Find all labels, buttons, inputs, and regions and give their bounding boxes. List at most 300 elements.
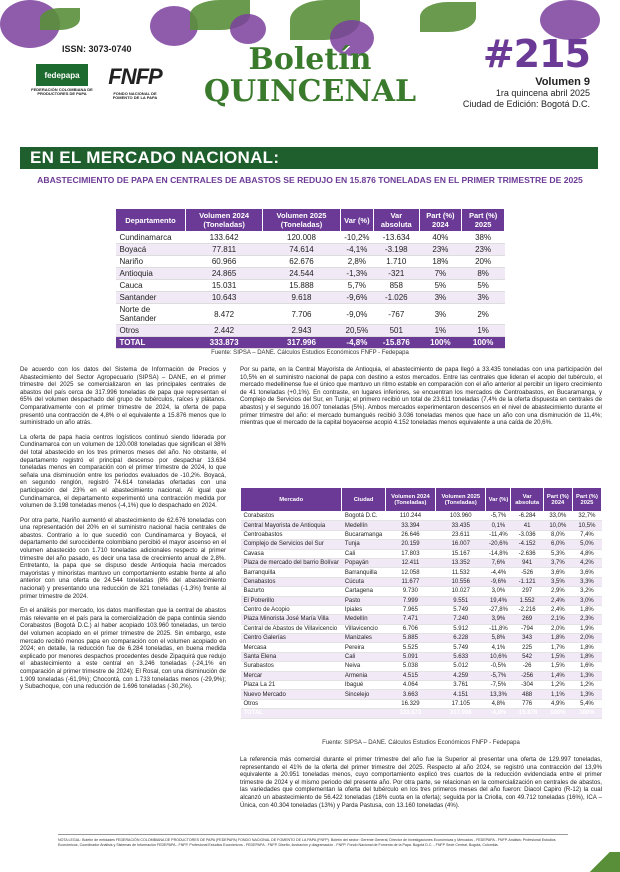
table-cell: Cauca bbox=[116, 280, 186, 292]
table-cell: 3,6% bbox=[572, 568, 601, 577]
table-cell: 10.027 bbox=[436, 587, 486, 596]
table-cell: 6.228 bbox=[436, 634, 486, 643]
column-header: Volumen 2024 (Toneladas) bbox=[185, 209, 262, 232]
total-cell: 100% bbox=[419, 337, 462, 349]
table-cell: -9,0% bbox=[340, 304, 373, 325]
table-cell: 38% bbox=[462, 232, 505, 244]
table-cell: 3,5% bbox=[543, 577, 572, 586]
table-cell: 40% bbox=[419, 232, 462, 244]
table-cell: Medellín bbox=[342, 521, 385, 530]
table-row bbox=[116, 292, 505, 304]
table-cell: Cartagena bbox=[342, 587, 385, 596]
table-cell: Centro de Acopio bbox=[241, 605, 342, 614]
title-line1: Boletín bbox=[248, 42, 372, 77]
column-header: Departamento bbox=[116, 209, 186, 232]
table-cell: Corabastos bbox=[241, 512, 342, 521]
table-cell: 1% bbox=[462, 325, 505, 337]
table-cell: 1,4% bbox=[543, 671, 572, 680]
table-cell: 24.865 bbox=[185, 268, 262, 280]
table-cell: Plaza La 21 bbox=[241, 681, 342, 690]
table-cell: 3,2% bbox=[572, 587, 601, 596]
table-cell: 60.966 bbox=[185, 256, 262, 268]
table-cell: 1,5% bbox=[543, 662, 572, 671]
table-cell: Sincelejo bbox=[342, 690, 385, 699]
table-cell: 3,0% bbox=[572, 596, 601, 605]
table-cell: 2,3% bbox=[572, 615, 601, 624]
table-cell: Otros bbox=[241, 699, 342, 708]
table-cell: 4.151 bbox=[436, 690, 486, 699]
table-cell: Nariño bbox=[116, 256, 186, 268]
table-cell: -10,2% bbox=[340, 232, 373, 244]
table-cell: 33.394 bbox=[385, 521, 435, 530]
table-cell: -26 bbox=[511, 662, 543, 671]
table-cell: 2% bbox=[462, 304, 505, 325]
table-cell: Boyacá bbox=[116, 244, 186, 256]
table-cell: 4.259 bbox=[436, 671, 486, 680]
column-header: Mercado bbox=[241, 488, 342, 512]
fnfp-logo bbox=[105, 64, 165, 104]
table-cell: -13.634 bbox=[374, 232, 419, 244]
table-cell: 18% bbox=[419, 256, 462, 268]
table-cell: 1,8% bbox=[572, 605, 601, 614]
table-cell: 12.411 bbox=[385, 558, 435, 567]
table-cell: 343 bbox=[511, 634, 543, 643]
table-cell: 26.646 bbox=[385, 530, 435, 539]
column-header: Volumen 2025 (Toneladas) bbox=[436, 488, 486, 512]
fedepapa-logo-mark: fedepapa bbox=[36, 64, 88, 86]
table-cell: Medellín bbox=[342, 615, 385, 624]
table-cell: 2,0% bbox=[572, 634, 601, 643]
table-cell: 5,0% bbox=[572, 540, 601, 549]
table-cell: Central Mayorista de Antioquia bbox=[241, 521, 342, 530]
total-row bbox=[116, 337, 505, 349]
table-cell: 15.167 bbox=[436, 549, 486, 558]
table-cell: 3% bbox=[419, 304, 462, 325]
total-cell: 317.996 bbox=[263, 337, 340, 349]
table-cell: 297 bbox=[511, 587, 543, 596]
table-row bbox=[241, 681, 602, 690]
table-cell: 3,0% bbox=[486, 587, 511, 596]
table-cell: -3.036 bbox=[511, 530, 543, 539]
table-cell: 74.614 bbox=[263, 244, 340, 256]
total-row bbox=[241, 709, 602, 718]
table-cell: -9,6% bbox=[340, 292, 373, 304]
bulletin-title bbox=[200, 44, 420, 120]
table-cell: 3% bbox=[462, 292, 505, 304]
table-cell: Bucaramanga bbox=[342, 530, 385, 539]
total-cell: 333.873 bbox=[185, 337, 262, 349]
table-cell: 120.008 bbox=[263, 232, 340, 244]
column-header: Var absoluta bbox=[374, 209, 419, 232]
table-row bbox=[241, 634, 602, 643]
table-cell: -1.121 bbox=[511, 577, 543, 586]
table-cell: 3,9% bbox=[486, 615, 511, 624]
total-cell: 333.873 bbox=[385, 709, 435, 718]
total-cell: 100% bbox=[572, 709, 601, 718]
table-cell: Pereira bbox=[342, 643, 385, 652]
table-cell: 10,0% bbox=[543, 521, 572, 530]
table-cell: 4,8% bbox=[486, 699, 511, 708]
fnfp-logo-mark: FNFP bbox=[108, 64, 162, 89]
table-row bbox=[241, 690, 602, 699]
paragraph: La referencia más comercial durante el primer trimestre del año fue la Superior al presentar una oferta de 129.997 toneladas, representando el 41% de la oferta del primer trimestre del 2025. Respecto al año 2024, se registró una contracción del 13,9% equivalente a 20.951 toneladas menos, cuyo comportamiento explicó tres cuartos de la reducción evidenciada entre el primer trimestre de 2024 y el mismo periodo del presente año. Por otra parte, se relacionan en la comercialización en centrales de abastos, las variedades que complementan la oferta del tubérculo en los tres primeros meses del año fueron: Diacol Capiro (R-12) la cual alcanzó un abastecimiento de 56.422 toneladas (18% cuota en la oferta); seguida por la Criolla, con 49.712 toneladas (16%), ICA – Única, con 40.304 toneladas (13%) y Parda Pastusa, con 13.160 toneladas (4%). bbox=[240, 756, 602, 809]
table2-source: Fuente: SIPSA – DANE. Cálculos Estudios Económicos FNFP - Fedepapa bbox=[322, 740, 520, 746]
table-row bbox=[116, 280, 505, 292]
table-cell: 17.803 bbox=[385, 549, 435, 558]
table-cell: 776 bbox=[511, 699, 543, 708]
total-cell: -15.876 bbox=[511, 709, 543, 718]
table-cell: Cundinamarca bbox=[116, 232, 186, 244]
paragraph: Por otra parte, Nariño aumentó el abastecimiento de 62.676 toneladas con una representación del 20% en el suministro nacional hacia centrales de abastos. Contrario a lo que sucedió con Cundinamarca y Boyacá, el departamento del suroccidente colombiano percibió el mayor ascenso en el volumen abastecido con 1.710 toneladas adicionales respecto al primer trimestre del año pasado, es decir una tasa de crecimiento anual de 2,8%. Entretanto, la papa que se dispuso desde Antioquia hacia mercados mayoristas y minoristas mantuvo un comportamiento estable frente al año anterior con una oferta de 24.544 toneladas (8% del abastecimiento nacional) y presentando una reducción de 321 toneladas (-1,3%) frente al primer trimestre de 2024. bbox=[20, 516, 226, 600]
table-cell: 4.515 bbox=[385, 671, 435, 680]
table-cell: 1,6% bbox=[572, 662, 601, 671]
market-table bbox=[240, 487, 602, 719]
table-cell: 23% bbox=[419, 244, 462, 256]
table-cell: -321 bbox=[374, 268, 419, 280]
flower-decoration-icon bbox=[230, 14, 266, 44]
table-cell: 2,9% bbox=[543, 587, 572, 596]
total-cell: -15.876 bbox=[374, 337, 419, 349]
table-cell: 2,8% bbox=[340, 256, 373, 268]
total-cell: TOTAL bbox=[241, 709, 342, 718]
table-cell: Complejo de Servicios del Sur bbox=[241, 540, 342, 549]
table-cell: 1.552 bbox=[511, 596, 543, 605]
table-cell bbox=[342, 699, 385, 708]
table-row bbox=[241, 643, 602, 652]
table-cell: 10.643 bbox=[185, 292, 262, 304]
table-cell: 41 bbox=[511, 521, 543, 530]
table-cell: 5.749 bbox=[436, 605, 486, 614]
table-cell: Cúcuta bbox=[342, 577, 385, 586]
table-cell: 13.352 bbox=[436, 558, 486, 567]
table-cell: 1,9% bbox=[572, 624, 601, 633]
table-cell: -2.636 bbox=[511, 549, 543, 558]
table-cell: Neiva bbox=[342, 662, 385, 671]
table-cell: 33,0% bbox=[543, 512, 572, 521]
table-cell: -256 bbox=[511, 671, 543, 680]
table-cell: 4,8% bbox=[572, 549, 601, 558]
table-cell: Plaza Minorista José María Villa bbox=[241, 615, 342, 624]
table-row bbox=[241, 530, 602, 539]
table-cell: 1,8% bbox=[572, 652, 601, 661]
table-cell: Ipiales bbox=[342, 605, 385, 614]
table-row bbox=[241, 540, 602, 549]
table-row bbox=[241, 512, 602, 521]
table-cell: 3,6% bbox=[543, 568, 572, 577]
table-row bbox=[116, 256, 505, 268]
table-cell: 7,6% bbox=[486, 558, 511, 567]
table-cell: 133.642 bbox=[185, 232, 262, 244]
table-row bbox=[116, 244, 505, 256]
period: 1ra quincena abril 2025 bbox=[495, 88, 590, 98]
table-cell: -3.198 bbox=[374, 244, 419, 256]
table-cell: 5.912 bbox=[436, 624, 486, 633]
table-cell: 16.007 bbox=[436, 540, 486, 549]
table-cell: 225 bbox=[511, 643, 543, 652]
table-cell: Mercar bbox=[241, 671, 342, 680]
fedepapa-logo-sub: FEDERACIÓN COLOMBIANA DE PRODUCTORES DE PAPA bbox=[31, 87, 93, 97]
table-cell: 0,1% bbox=[486, 521, 511, 530]
table-cell: -4.152 bbox=[511, 540, 543, 549]
table-cell: 4.064 bbox=[385, 681, 435, 690]
table-cell: Villavicencio bbox=[342, 624, 385, 633]
total-cell: -4,8% bbox=[486, 709, 511, 718]
total-cell: -4,8% bbox=[340, 337, 373, 349]
table-cell: Mercasa bbox=[241, 643, 342, 652]
table-cell: Bazurto bbox=[241, 587, 342, 596]
table-cell: Armenia bbox=[342, 671, 385, 680]
table-cell: 15.888 bbox=[263, 280, 340, 292]
table-cell: 4,9% bbox=[543, 699, 572, 708]
table-cell: 20.159 bbox=[385, 540, 435, 549]
table-cell: -7,5% bbox=[486, 681, 511, 690]
table-row bbox=[241, 521, 602, 530]
table-cell: 10,5% bbox=[572, 521, 601, 530]
table-cell: 8.472 bbox=[185, 304, 262, 325]
table-cell: 1,2% bbox=[572, 681, 601, 690]
table-cell: 103.960 bbox=[436, 512, 486, 521]
column-header: Part (%) 2024 bbox=[419, 209, 462, 232]
table-cell: 6.706 bbox=[385, 624, 435, 633]
table-row bbox=[241, 596, 602, 605]
table-cell: -0,5% bbox=[486, 662, 511, 671]
total-cell: 100% bbox=[462, 337, 505, 349]
table-row bbox=[241, 558, 602, 567]
table-cell: 269 bbox=[511, 615, 543, 624]
table-cell: -27,8% bbox=[486, 605, 511, 614]
table-cell: 7.240 bbox=[436, 615, 486, 624]
table-cell: 10.556 bbox=[436, 577, 486, 586]
table-cell: 2,1% bbox=[543, 615, 572, 624]
table-cell: 5.749 bbox=[436, 643, 486, 652]
table-cell: Central de Abastos de Villavicencio bbox=[241, 624, 342, 633]
table-cell: -1,3% bbox=[340, 268, 373, 280]
column-header: Part (%) 2025 bbox=[572, 488, 601, 512]
table-row bbox=[241, 615, 602, 624]
table-cell: 858 bbox=[374, 280, 419, 292]
section-banner: EN EL MERCADO NACIONAL: bbox=[20, 147, 598, 169]
total-cell bbox=[342, 709, 385, 718]
table-cell: 20,5% bbox=[340, 325, 373, 337]
paragraph: De acuerdo con los datos del Sistema de Información de Precios y Abastecimiento del Sector Agropecuario (SIPSA) – DANE, en el primer trimestre del 2025 se comercializaron en las principales centrales de abastos del país cerca de 317.996 toneladas de papa que representan el 65% del volumen despachado del grupo de tubérculos, raíces y plátanos. Comparativamente con el primer trimestre de 2024, la oferta de papa presentó una contracción de 4,8% o el equivalente a 15.876 menos que lo suministrado un año atrás. bbox=[20, 366, 226, 427]
table-row bbox=[241, 662, 602, 671]
table-cell: 8,0% bbox=[543, 530, 572, 539]
table-row bbox=[241, 652, 602, 661]
table-cell: -4,4% bbox=[486, 568, 511, 577]
table-cell: Tunja bbox=[342, 540, 385, 549]
table-cell: -4,1% bbox=[340, 244, 373, 256]
legal-note: NOTA LEGAL: Boletín de entidades FEDERACIÓN COLOMBIANA DE PRODUCTORES DE PAPA (FEDEPAPA) FONDO NACIONAL DE FOMENTO DE LA PAPA (FNFP). Boletín del sector: Gerente General, Director de Investigaciones Económicas y Mercados - FEDEPAPA - FNFP. Análisis: Profesional Estudios Económicos, Coordinador Análisis y Sistemas de Información FEDEPAPA - FNFP. Profesional Estudios Económicos - FEDEPAPA - FNFP. Diseño, ilustración y diagramación - FNFP. Fondo Nacional de Fomento de la Papa. Bogotá D.C. - FNFP Sede Central, Bogotá, Colombia. bbox=[58, 834, 568, 847]
table-cell: Otros bbox=[116, 325, 186, 337]
table-cell: Bogotá D.C. bbox=[342, 512, 385, 521]
table-cell: 7% bbox=[419, 268, 462, 280]
table-cell: 2,4% bbox=[543, 596, 572, 605]
table-cell: 7.706 bbox=[263, 304, 340, 325]
fnfp-logo-sub: FONDO NACIONAL DE FOMENTO DE LA PAPA bbox=[112, 91, 158, 101]
table-cell: 542 bbox=[511, 652, 543, 661]
table-cell: 1.710 bbox=[374, 256, 419, 268]
table-cell: 7,4% bbox=[572, 530, 601, 539]
table-cell: 15.031 bbox=[185, 280, 262, 292]
column-header: Part (%) 2025 bbox=[462, 209, 505, 232]
right-bottom-text bbox=[240, 756, 602, 816]
table-cell: -14,8% bbox=[486, 549, 511, 558]
table-cell: 5.633 bbox=[436, 652, 486, 661]
table-cell: Cenabastos bbox=[241, 577, 342, 586]
table-cell: 9.730 bbox=[385, 587, 435, 596]
table-cell: 24.544 bbox=[263, 268, 340, 280]
edition-city: Ciudad de Edición: Bogotá D.C. bbox=[462, 99, 590, 109]
table-cell: 17.105 bbox=[436, 699, 486, 708]
table-cell: 6,0% bbox=[543, 540, 572, 549]
table-cell: 1,7% bbox=[543, 643, 572, 652]
table-row bbox=[241, 671, 602, 680]
table-cell: 5.885 bbox=[385, 634, 435, 643]
table-cell: El Potrerillo bbox=[241, 596, 342, 605]
table-cell: 5.038 bbox=[385, 662, 435, 671]
table-cell: -20,6% bbox=[486, 540, 511, 549]
total-cell: 100% bbox=[543, 709, 572, 718]
table-cell: -794 bbox=[511, 624, 543, 633]
table-cell: 77.811 bbox=[185, 244, 262, 256]
leaf-decoration-icon bbox=[40, 8, 80, 30]
table-cell: Manizales bbox=[342, 634, 385, 643]
table-cell: 2,4% bbox=[543, 605, 572, 614]
table-cell: Surabastos bbox=[241, 662, 342, 671]
table-cell: 1,8% bbox=[572, 643, 601, 652]
table-cell: 488 bbox=[511, 690, 543, 699]
table-cell: 941 bbox=[511, 558, 543, 567]
table-cell: 32,7% bbox=[572, 512, 601, 521]
table-cell: 1,2% bbox=[543, 681, 572, 690]
table-cell: 4,1% bbox=[486, 643, 511, 652]
table-cell: 2,0% bbox=[543, 624, 572, 633]
title-line2: QUINCENAL bbox=[203, 74, 417, 109]
table-cell: 110.244 bbox=[385, 512, 435, 521]
table-row bbox=[116, 268, 505, 280]
table-cell: 1,5% bbox=[543, 652, 572, 661]
table-cell: 23% bbox=[462, 244, 505, 256]
table1-source: Fuente: SIPSA – DANE. Cálculos Estudios Económicos FNFP - Fedepapa bbox=[211, 350, 409, 356]
volume: Volumen 9 bbox=[535, 76, 590, 88]
table-cell: 13,3% bbox=[486, 690, 511, 699]
table-cell: -5,7% bbox=[486, 671, 511, 680]
table-cell: Nuevo Mercado bbox=[241, 690, 342, 699]
table-cell: 7.999 bbox=[385, 596, 435, 605]
table-cell: Barranquilla bbox=[342, 568, 385, 577]
table-cell: 501 bbox=[374, 325, 419, 337]
column-header: Volumen 2024 (Toneladas) bbox=[385, 488, 435, 512]
table-cell: 19,4% bbox=[486, 596, 511, 605]
table-row bbox=[116, 304, 505, 325]
table-cell: -9,6% bbox=[486, 577, 511, 586]
table-cell: 5.012 bbox=[436, 662, 486, 671]
total-cell: TOTAL bbox=[116, 337, 186, 349]
table-cell: 1,8% bbox=[543, 634, 572, 643]
column-header: Var (%) bbox=[340, 209, 373, 232]
table-cell: 5,3% bbox=[543, 549, 572, 558]
table-cell: Plaza de mercado del barrio Bolívar bbox=[241, 558, 342, 567]
left-column bbox=[20, 366, 226, 698]
issn: ISSN: 3073-0740 bbox=[62, 44, 132, 54]
table-cell: 3% bbox=[419, 292, 462, 304]
table-cell: Cali bbox=[342, 652, 385, 661]
table-row bbox=[241, 568, 602, 577]
table-cell: 10,6% bbox=[486, 652, 511, 661]
table-cell: 9.551 bbox=[436, 596, 486, 605]
table-cell: Antioquia bbox=[116, 268, 186, 280]
table-cell: -11,4% bbox=[486, 530, 511, 539]
table-cell: 2.442 bbox=[185, 325, 262, 337]
table-cell: 1,3% bbox=[572, 690, 601, 699]
table-row bbox=[241, 587, 602, 596]
column-header: Ciudad bbox=[342, 488, 385, 512]
table-cell: 5% bbox=[462, 280, 505, 292]
table-cell: 5,4% bbox=[572, 699, 601, 708]
issue-number: #215 bbox=[482, 32, 590, 76]
column-header: Var absoluta bbox=[511, 488, 543, 512]
table-cell: 3.663 bbox=[385, 690, 435, 699]
table-cell: 1% bbox=[419, 325, 462, 337]
table-row bbox=[241, 699, 602, 708]
column-header: Part (%) 2024 bbox=[543, 488, 572, 512]
table-cell: 7.471 bbox=[385, 615, 435, 624]
table-cell: 7.965 bbox=[385, 605, 435, 614]
table-cell: -767 bbox=[374, 304, 419, 325]
table-cell: 5,7% bbox=[340, 280, 373, 292]
table-cell: Cavasa bbox=[241, 549, 342, 558]
table-cell: -5,7% bbox=[486, 512, 511, 521]
department-table bbox=[115, 208, 505, 349]
table-cell: Pasto bbox=[342, 596, 385, 605]
table-cell: 3,7% bbox=[543, 558, 572, 567]
table-cell: 20% bbox=[462, 256, 505, 268]
leaf-decoration-icon bbox=[420, 2, 476, 32]
header bbox=[0, 0, 620, 140]
table-cell: 4,2% bbox=[572, 558, 601, 567]
article-headline: ABASTECIMIENTO DE PAPA EN CENTRALES DE ABASTOS SE REDUJO EN 15.876 TONELADAS EN EL PRIMER TRIMESTRE DE 2025 bbox=[37, 175, 583, 185]
table-cell: 9.618 bbox=[263, 292, 340, 304]
table-cell: -526 bbox=[511, 568, 543, 577]
table-cell: 11.532 bbox=[436, 568, 486, 577]
table-cell: Ibagué bbox=[342, 681, 385, 690]
table-cell: Barranquilla bbox=[241, 568, 342, 577]
corner-decoration bbox=[580, 852, 620, 872]
table-cell: 1,1% bbox=[543, 690, 572, 699]
table-cell: Santa Elena bbox=[241, 652, 342, 661]
table-cell: Cali bbox=[342, 549, 385, 558]
table-row bbox=[116, 325, 505, 337]
table-cell: 5.091 bbox=[385, 652, 435, 661]
table-cell: -11,8% bbox=[486, 624, 511, 633]
table-cell: 1,3% bbox=[572, 671, 601, 680]
table-cell: Popayán bbox=[342, 558, 385, 567]
table-row bbox=[116, 232, 505, 244]
table-cell: 62.676 bbox=[263, 256, 340, 268]
table-cell: 5,8% bbox=[486, 634, 511, 643]
table-cell: 2.943 bbox=[263, 325, 340, 337]
table-row bbox=[241, 605, 602, 614]
paragraph: Por su parte, en la Central Mayorista de Antioquia, el abastecimiento de papa llegó a 33.435 toneladas con una participación del 10,5% en el suministro nacional de papa con destino a estos mercados. Entre las centrales que lideran el acopio del tubérculo, el mercado medellinense fue el único que mantuvo un ritmo estable en comparación con el año anterior al percibir un ligero crecimiento de 41 toneladas (+0,1%). En contraste, en lugares inferiores, se encuentran los mercados de Centroabastos, en Bucaramanga, y Complejo de Servicios del Sur, en Tunja; el primero recibió un total de 23.611 toneladas (7,4% de la oferta dispuesta en centrales de abastos) y el segundo 16.007 toneladas (5%). Ambos mercados experimentaron descensos en el nivel de abastecimiento durante el primer trimestre del año: el mercado bumangués recibió 3.036 toneladas menos que hace un año con una disminución de 11,4%; mientras que el mercado de la capital boyacense acopió 4.152 toneladas menos equivalente a una caída de 20,6%. bbox=[240, 366, 602, 427]
table-cell: 12.058 bbox=[385, 568, 435, 577]
table-cell: 33.435 bbox=[436, 521, 486, 530]
total-cell: 317.996 bbox=[436, 709, 486, 718]
column-header: Var (%) bbox=[486, 488, 511, 512]
paragraph: En el análisis por mercado, los datos manifiestan que la central de abastos más relevante en el país para la comercialización de papa continúa siendo Corabastos (Bogotá D.C.) al haber acopiado 103.960 toneladas, un tercio del volumen acopiado en el primer trimestre de 2025. Sin embargo, este mercado recibió menos papa en comparación con el volumen acopiado en 2024; en detalle, la reducción fue de 6.284 toneladas, en buena medida explicado por menores despachos procedentes desde Zipaquirá que redujo el abastecimiento a este central en 3.246 toneladas (-24,1% en comparación al primer trimestre de 2024); El Rosal, con una disminución de 1.909 toneladas (-61,9%); Chocontá, con 1.733 toneladas menos (-29,9%); y Subachoque, con una reducción de 1.696 toneladas (-30,2%). bbox=[20, 607, 226, 691]
table-cell: 3.761 bbox=[436, 681, 486, 690]
table-cell: Centroabastos bbox=[241, 530, 342, 539]
table-cell: -1.026 bbox=[374, 292, 419, 304]
